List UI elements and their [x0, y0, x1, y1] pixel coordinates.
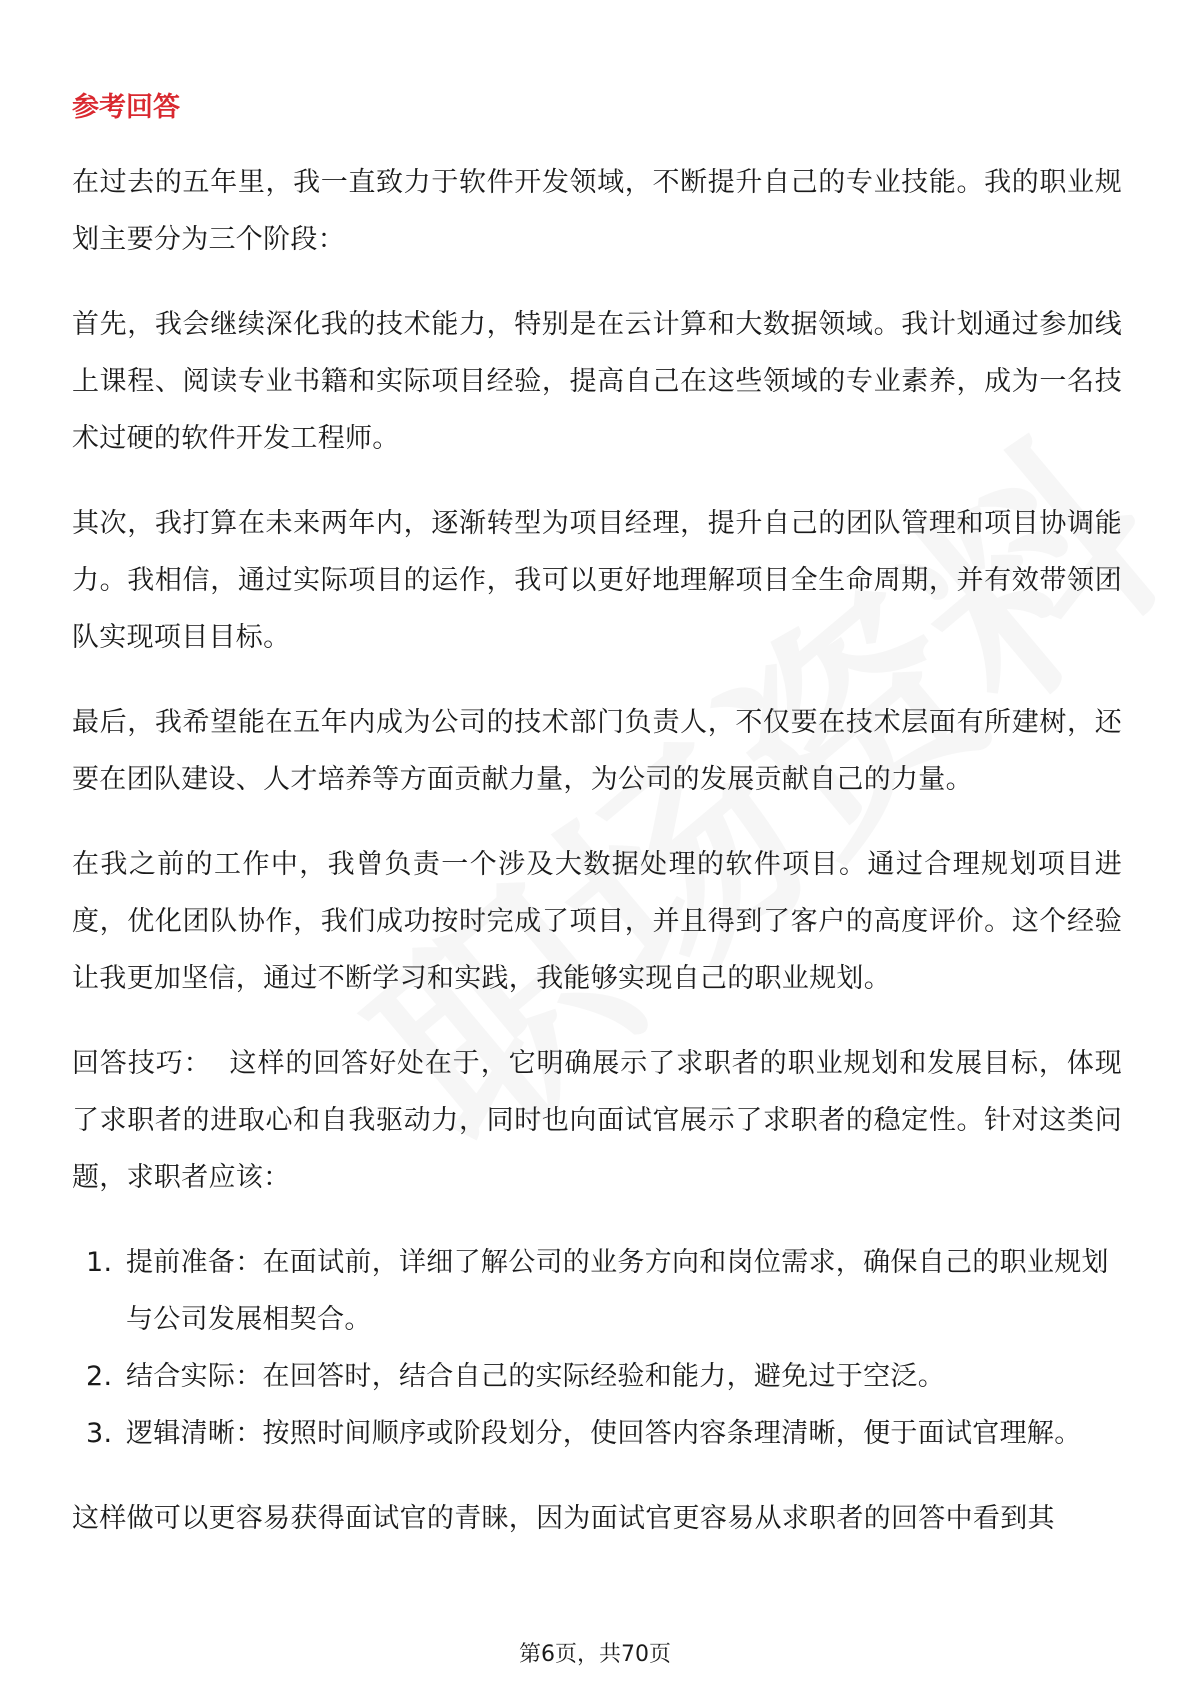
tips-list — [72, 1234, 1122, 1462]
list-item-text: 结合实际：在回答时，结合自己的实际经验和能力，避免过于空泛。 — [126, 1361, 945, 1392]
paragraph-second-stage: 其次，我打算在未来两年内，逐渐转型为项目经理，提升自己的团队管理和项目协调能力。我相信，通过实际项目的运作，我可以更好地理解项目全生命周期，并有效带领团队实现项目目标。 — [72, 508, 1122, 653]
list-item-text: 逻辑清晰：按照时间顺序或阶段划分，使回答内容条理清晰，便于面试官理解。 — [126, 1418, 1082, 1449]
paragraph-third-stage: 最后，我希望能在五年内成为公司的技术部门负责人，不仅要在技术层面有所建树，还要在团队建设、人才培养等方面贡献力量，为公司的发展贡献自己的力量。 — [72, 707, 1122, 795]
paragraph-intro: 在过去的五年里，我一直致力于软件开发领域，不断提升自己的专业技能。我的职业规划主要分为三个阶段： — [72, 167, 1122, 255]
section-heading: 参考回答 — [72, 92, 180, 123]
list-item-number: 2. — [86, 1361, 113, 1392]
list-item-number: 3. — [86, 1418, 113, 1449]
list-item-number: 1. — [86, 1247, 113, 1278]
list-item — [72, 1405, 1122, 1462]
answer-tips-label: 回答技巧： — [72, 1048, 212, 1079]
answer-tips-text: 这样的回答好处在于，它明确展示了求职者的职业规划和发展目标，体现了求职者的进取心和自我驱动力，同时也向面试官展示了求职者的稳定性。针对这类问题，求职者应该： — [72, 1048, 1122, 1193]
list-item — [72, 1348, 1122, 1405]
page-content — [72, 88, 1122, 1575]
answer-tips-paragraph — [72, 1035, 1122, 1206]
list-item-text: 提前准备：在面试前，详细了解公司的业务方向和岗位需求，确保自己的职业规划与公司发展相契合。 — [126, 1247, 1109, 1335]
list-item — [72, 1234, 1122, 1348]
paragraph-first-stage: 首先，我会继续深化我的技术能力，特别是在云计算和大数据领域。我计划通过参加线上课程、阅读专业书籍和实际项目经验，提高自己在这些领域的专业素养，成为一名技术过硬的软件开发工程师。 — [72, 309, 1122, 454]
page-footer: 第6页，共70页 — [519, 1642, 671, 1667]
paragraph-experience: 在我之前的工作中，我曾负责一个涉及大数据处理的软件项目。通过合理规划项目进度，优化团队协作，我们成功按时完成了项目，并且得到了客户的高度评价。这个经验让我更加坚信，通过不断学习和实践，我能够实现自己的职业规划。 — [72, 849, 1122, 994]
paragraph-closing: 这样做可以更容易获得面试官的青睐，因为面试官更容易从求职者的回答中看到其 — [72, 1503, 1055, 1534]
